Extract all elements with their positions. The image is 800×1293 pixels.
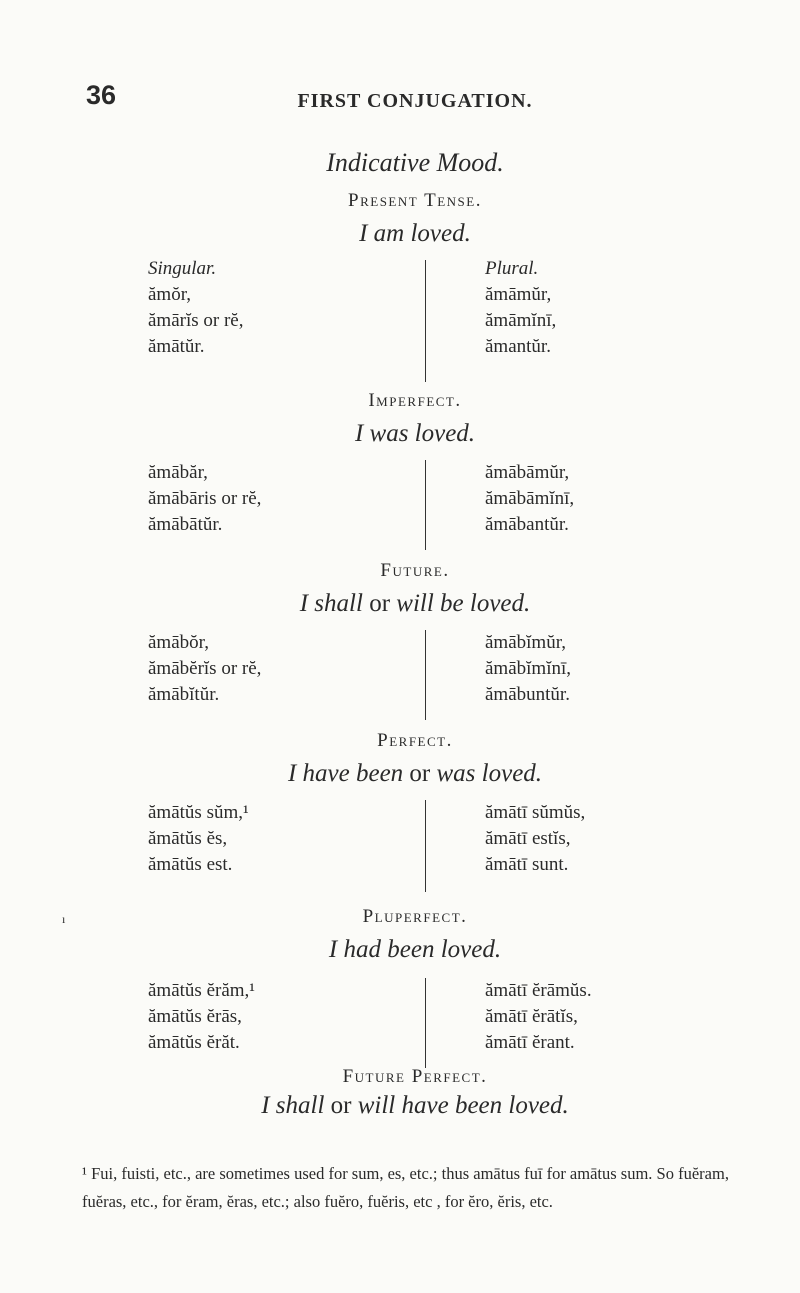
singular-forms-pluperfect [148,978,255,1056]
column-divider [425,260,426,382]
form-line: ămābŏr, [148,632,209,653]
form-line: ămārĭs or rĕ, [148,310,244,331]
form-line: ămābĭmŭr, [485,632,567,653]
translation-pluperfect [0,936,800,964]
page-header [0,80,800,120]
translation-imperfect [0,420,800,448]
translation-part: I shall [299,590,363,617]
form-line: ămātī sunt. [485,854,569,875]
form-line: ămābantŭr. [485,514,569,535]
plural-forms-present [485,282,556,360]
form-line: ămŏr, [148,284,192,305]
form-line: ămātŭs ĕrās, [148,1006,242,1027]
translation-part: or [403,760,437,787]
translation-part: I was loved. [354,420,476,447]
form-line: ămābāris or rĕ, [148,488,262,509]
column-divider [425,460,426,550]
form-line: ămābĭtŭr. [148,684,220,705]
translation-part: or [324,1092,358,1119]
tense-heading-future: Future. [380,560,450,581]
page-number: 36 [86,80,117,110]
singular-forms-present [148,282,243,360]
tense-heading-pluperfect: Pluperfect. [362,906,468,927]
singular-forms-perfect [148,800,249,878]
translation-future-perfect [0,1092,800,1120]
form-line: ămātŭs est. [148,854,233,875]
column-divider [425,630,426,720]
form-line: ămāmŭr, [485,284,552,305]
singular-forms-future [148,630,261,708]
form-line: ămātī ĕrāmŭs. [485,980,592,1001]
plural-forms-imperfect [485,460,574,538]
tense-heading-present: Present Tense. [348,190,482,211]
form-line: ămātŭs ĕrăt. [148,1032,240,1053]
running-title: FIRST CONJUGATION. [297,90,533,112]
translation-part: I am loved. [359,220,471,247]
form-line: ămābātŭr. [148,514,223,535]
form-line: ămābĭmĭnī, [485,658,572,679]
column-head-singular: Singular. [148,258,217,279]
footnote: ¹ Fui, fuisti, etc., are sometimes used for sum, es, etc.; thus amātus fuī for amātus sum. So fuĕram, fuĕras, etc., for ĕram, ĕras, etc.; also fuĕro, fuĕris, etc , for ĕro, ĕris, etc. [82,1164,729,1211]
form-line: ămābāmĭnī, [485,488,575,509]
plural-forms-perfect [485,800,585,878]
form-line: ămāmĭnī, [485,310,557,331]
translation-future [0,590,800,618]
form-line: ămātŭs sŭm,¹ [148,802,249,823]
mood-heading: Indicative Mood. [326,148,504,177]
form-line: ămantŭr. [485,336,551,357]
stray-mark: ı [62,912,66,926]
column-head-plural: Plural. [485,258,539,279]
form-line: ămātŭs ĕs, [148,828,228,849]
tense-heading-imperfect: Imperfect. [368,390,462,411]
translation-part: I have been [287,760,404,787]
plural-forms-future [485,630,571,708]
translation-part: will be loved. [396,590,531,617]
form-line: ămātŭs ĕrăm,¹ [148,980,255,1001]
form-line: ămātī ĕrant. [485,1032,575,1053]
form-line: ămātī ĕrātĭs, [485,1006,578,1027]
column-divider [425,800,426,892]
form-line: ămābăr, [148,462,208,483]
singular-forms-imperfect [148,460,261,538]
translation-present [0,220,800,248]
column-divider [425,978,426,1068]
tense-heading-perfect: Perfect. [377,730,453,751]
form-line: ămātŭr. [148,336,205,357]
translation-part: I had been loved. [328,936,502,963]
translation-perfect [0,760,800,788]
plural-forms-pluperfect [485,978,592,1056]
translation-part: was loved. [436,760,543,787]
form-line: ămātī estĭs, [485,828,571,849]
form-line: ămābāmŭr, [485,462,570,483]
translation-part: will have been loved. [357,1092,569,1119]
form-line: ămābĕrĭs or rĕ, [148,658,262,679]
form-line: ămātī sŭmŭs, [485,802,586,823]
translation-part: I shall [261,1092,325,1119]
form-line: ămābuntŭr. [485,684,570,705]
tense-heading-future-perfect: Future Perfect. [342,1066,488,1087]
translation-part: or [362,590,397,617]
